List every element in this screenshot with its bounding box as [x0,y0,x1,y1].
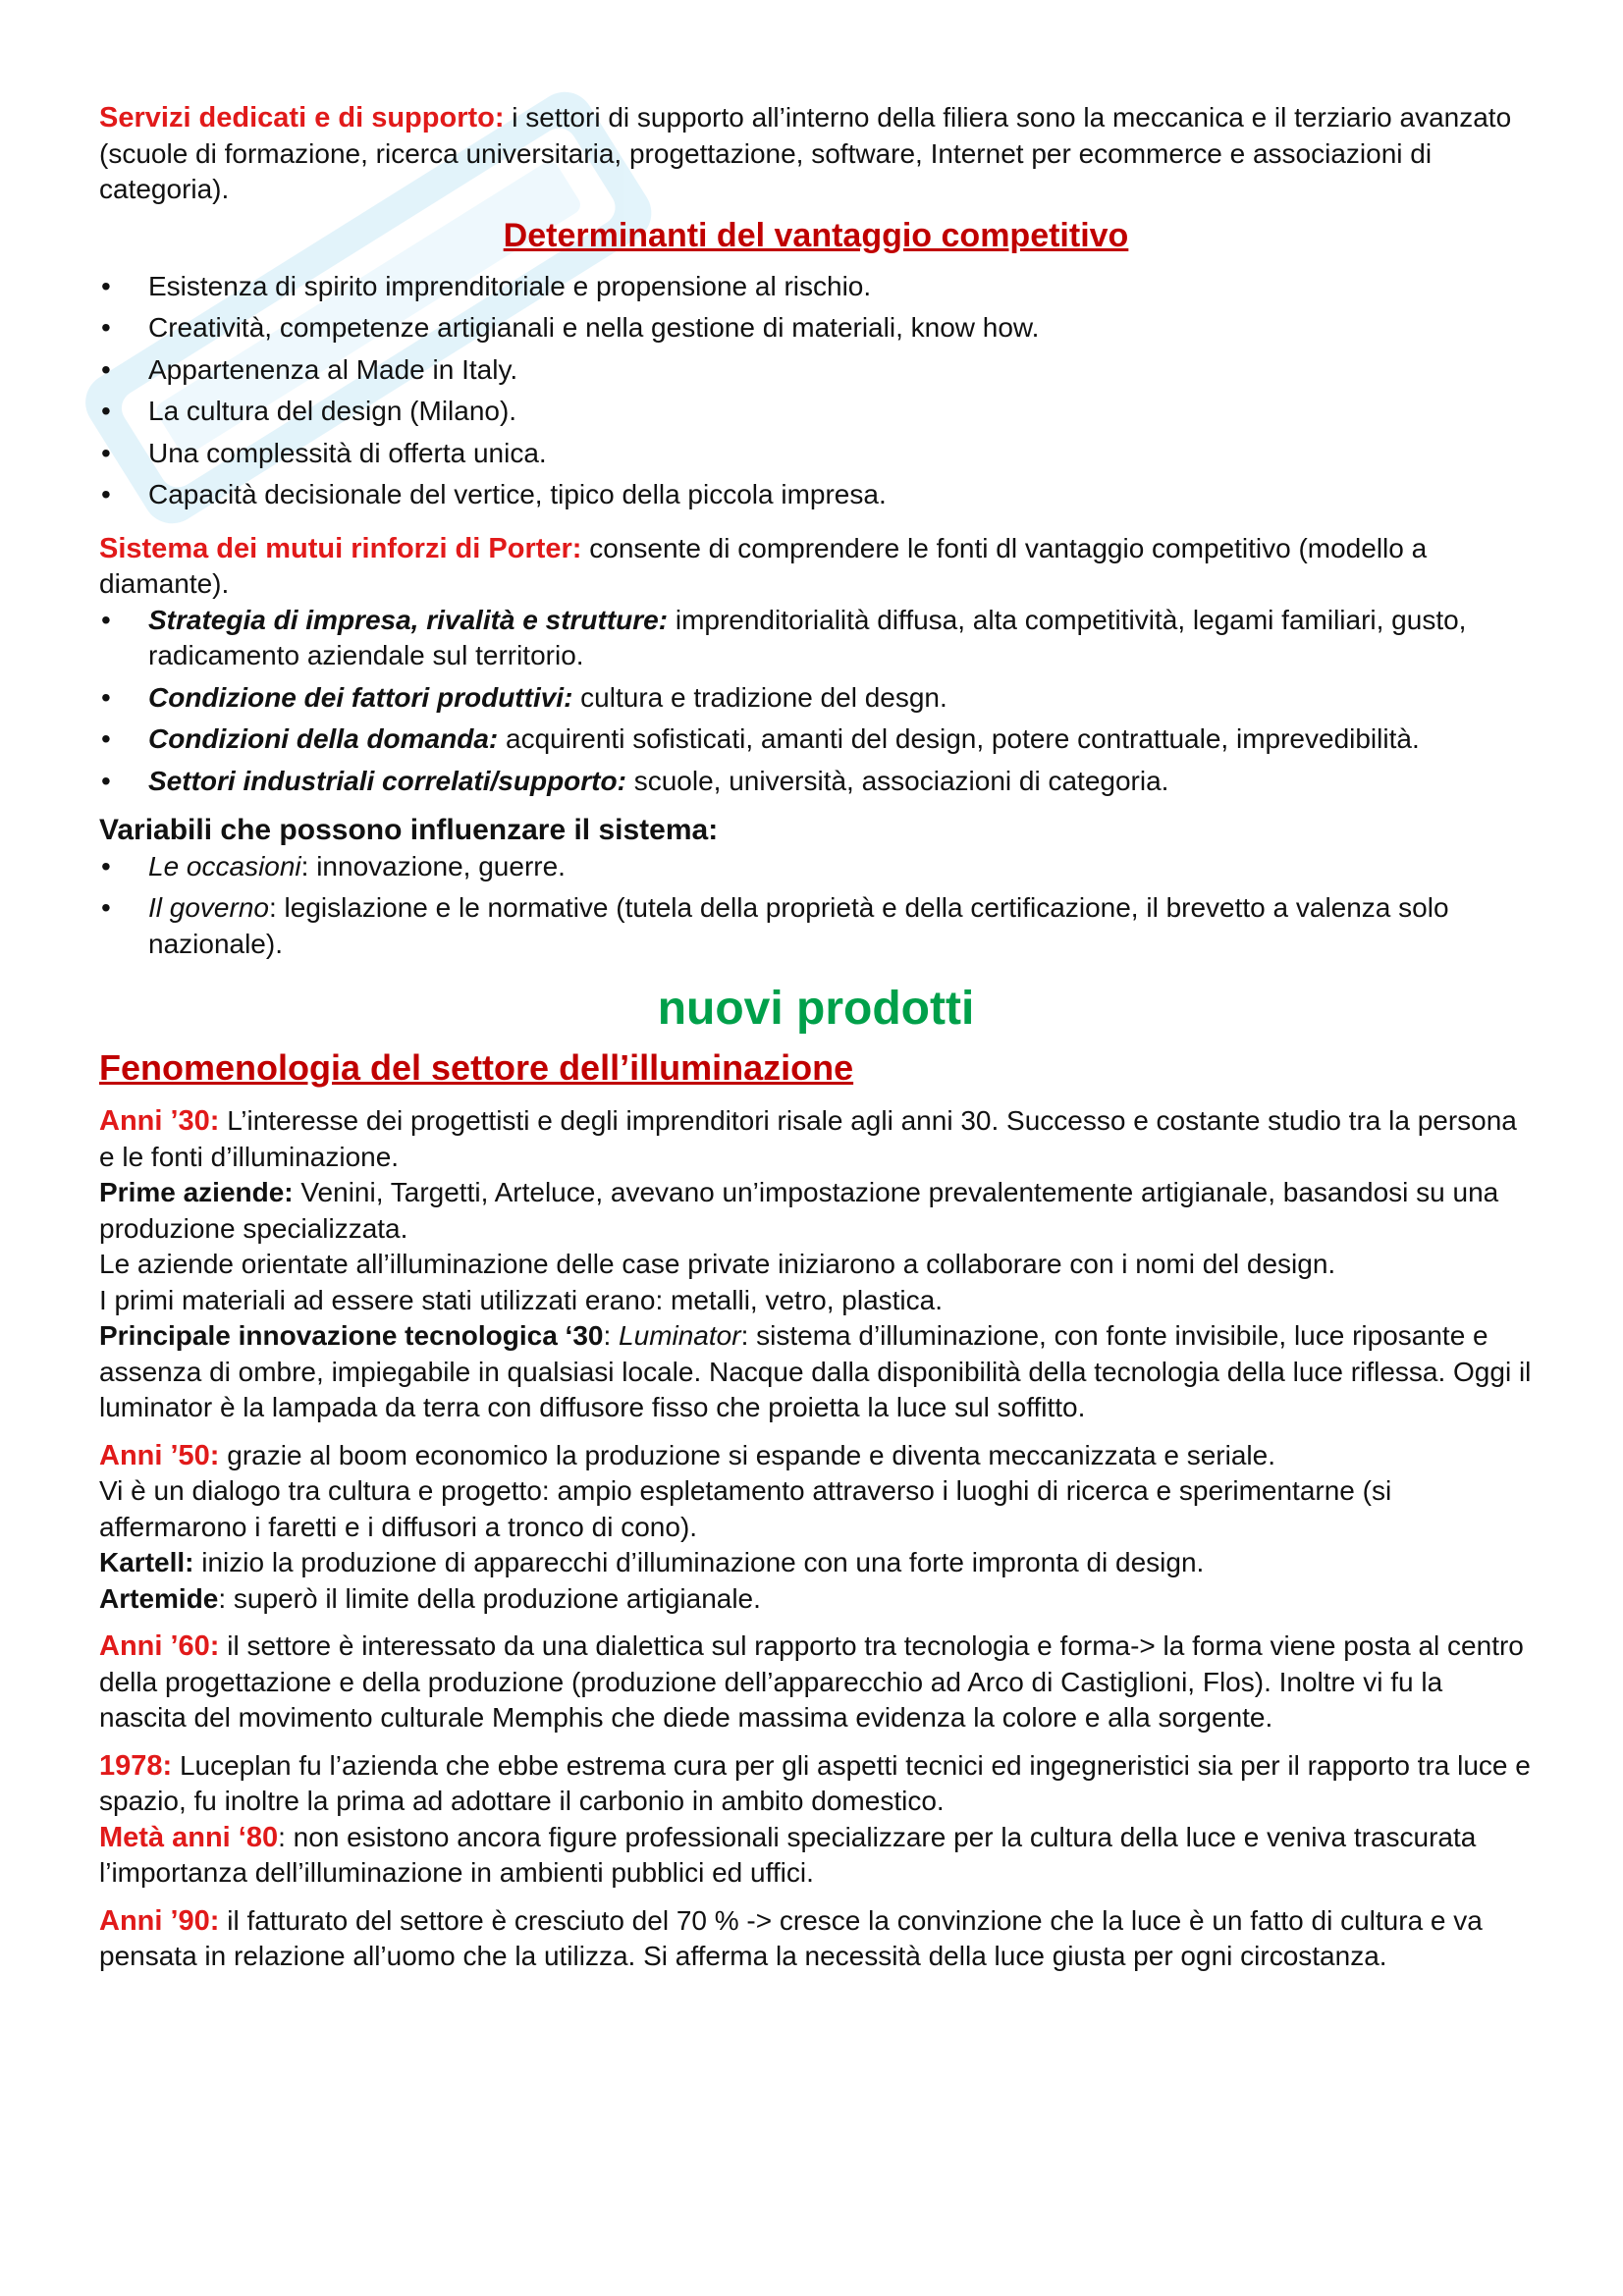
list-item [99,849,1533,885]
list-item-text: La cultura del design (Milano). [148,396,517,426]
list-item [99,603,1533,674]
bullet-icon: • [101,437,111,468]
meta80-text: : non esistono ancora figure professionali specializzare per la cultura della luce e veniva trascurata l’importanza dell’illuminazione in ambienti pubblici ed uffici. [99,1821,1477,1888]
anni50-line2: Vi è un dialogo tra cultura e progetto: ampio espletamento attraverso i luoghi di ricerca e sperimentarne (si affermarono i faretti e i diffusori a tronco di cono). [99,1475,1392,1542]
bullet-icon: • [101,353,111,385]
list-item-text: Appartenenza al Made in Italy. [148,353,518,385]
anni60-label: Anni ’60: [99,1630,220,1662]
innovazione-paragraph [99,1318,1533,1426]
bullet-icon: • [101,765,111,796]
luminator-term: Luminator [619,1320,741,1351]
list-item-text: : innovazione, guerre. [300,850,566,881]
list-item-text: cultura e tradizione del desgn. [572,681,947,713]
list-item-text: acquirenti sofisticati, amanti del design, potere contrattuale, imprevedibilità. [498,723,1420,754]
prime-aziende-paragraph [99,1175,1533,1247]
list-item-text: imprenditorialità diffusa, alta competitività, legami familiari, gusto, radicamento aziendale sul territorio. [148,604,1467,670]
anni50-paragraph [99,1438,1533,1474]
list-item-text: Capacità decisionale del vertice, tipico della piccola impresa. [148,479,887,509]
vantaggio-list [99,269,1533,513]
list-item [99,890,1533,962]
artemide-label: Artemide [99,1582,219,1614]
bullet-icon: • [101,312,111,343]
document-content [99,100,1533,1975]
list-item-term: Il governo [148,892,269,923]
list-item [99,269,1533,305]
bullet-icon: • [101,723,111,754]
bullet-icon: • [101,604,111,635]
bullet-icon: • [101,850,111,881]
kartell-text: inizio la produzione di apparecchi d’illuminazione con una forte impronta di design. [193,1547,1205,1577]
meta80-paragraph [99,1820,1533,1892]
intro-label: Servizi dedicati e di supporto: [99,102,505,133]
artemide-paragraph [99,1581,1533,1618]
list-item [99,352,1533,389]
list-item-text: Una complessità di offerta unica. [148,437,547,468]
anni60-paragraph [99,1629,1533,1736]
innovazione-text: : sistema d’illuminazione, con fonte invisibile, luce riposante e assenza di ombre, impiegabile in qualsiasi locale. Nacque dalla disponibilità della tecnologia della luce riflessa. Oggi il luminator è la lampada da terra con diffusore fisso che proietta la luce sul soffitto. [99,1320,1532,1422]
anni30-line4: I primi materiali ad essere stati utilizzati erano: metalli, vetro, plastica. [99,1284,943,1315]
list-item-text: Esistenza di spirito imprenditoriale e propensione al rischio. [148,270,872,301]
list-item [99,477,1533,513]
innovazione-label: Principale innovazione tecnologica ‘30 [99,1320,604,1351]
big-title-nuovi-prodotti: nuovi prodotti [657,983,975,1035]
y1978-paragraph [99,1748,1533,1820]
anni30-text: L’interesse dei progettisti e degli imprenditori risale agli anni 30. Successo e costante studio tra la persona e le fonti d’illuminazione. [99,1105,1517,1172]
list-item-text: Creatività, competenze artigianali e nella gestione di materiali, know how. [148,312,1040,343]
y1978-label: 1978: [99,1749,173,1782]
list-item-term: Settori industriali correlati/supporto: [148,765,626,796]
list-item [99,436,1533,472]
list-item-term: Condizione dei fattori produttivi: [148,681,573,713]
kartell-label: Kartell: [99,1547,194,1577]
bullet-icon: • [101,892,111,923]
variabili-title: Variabili che possono influenzare il sistema: [99,814,719,846]
intro-paragraph [99,100,1533,208]
anni30-line3: Le aziende orientate all’illuminazione delle case private iniziarono a collaborare con i nomi del design. [99,1249,1336,1279]
list-item [99,721,1533,758]
porter-paragraph [99,531,1533,603]
section-title-vantaggio: Determinanti del vantaggio competitivo [503,216,1129,254]
artemide-text: : superò il limite della produzione artigianale. [218,1582,761,1614]
anni90-paragraph [99,1903,1533,1975]
bullet-icon: • [101,270,111,301]
innovazione-sep: : [603,1320,620,1351]
anni50-text: grazie al boom economico la produzione si espande e diventa meccanizzata e seriale. [219,1439,1275,1470]
porter-text: consente di comprendere le fonti dl vantaggio competitivo (modello a diamante). [99,532,1428,599]
anni60-text: il settore è interessato da una dialettica sul rapporto tra tecnologia e forma-> la forma viene posta al centro della progettazione e della produzione (produzione dell’apparecchio ad Arco di Castiglioni, Flos). Inoltre vi fu la nascita del movimento culturale Memphis che diede massima evidenza la colore e alla sorgente. [99,1630,1524,1733]
porter-label: Sistema dei mutui rinforzi di Porter: [99,532,582,564]
bullet-icon: • [101,479,111,509]
meta80-label: Metà anni ‘80 [99,1821,279,1853]
list-item [99,764,1533,800]
prime-aziende-text: Venini, Targetti, Arteluce, avevano un’impostazione prevalentemente artigianale, basandosi su una produzione specializzata. [99,1177,1499,1244]
anni30-paragraph [99,1103,1533,1175]
list-item-term: Le occasioni [148,850,301,881]
intro-text: i settori di supporto all’interno della filiera sono la meccanica e il terziario avanzato (scuole di formazione, ricerca universitaria, progettazione, software, Internet per ecommerce e associazioni di categoria). [99,102,1512,204]
bullet-icon: • [101,681,111,713]
list-item-term: Strategia di impresa, rivalità e strutture: [148,604,669,635]
y1978-text: Luceplan fu l’azienda che ebbe estrema cura per gli aspetti tecnici ed ingegneristici sia per il rapporto tra luce e spazio, fu inoltre la prima ad adottare il carbonio in ambito domestico. [99,1749,1531,1816]
variabili-list [99,849,1533,963]
anni90-label: Anni ’90: [99,1904,220,1937]
anni50-label: Anni ’50: [99,1439,220,1471]
list-item [99,680,1533,717]
bullet-icon: • [101,396,111,426]
kartell-paragraph [99,1545,1533,1581]
list-item [99,394,1533,430]
list-item-term: Condizioni della domanda: [148,723,499,754]
list-item [99,310,1533,347]
anni90-text: il fatturato del settore è cresciuto del 70 % -> cresce la convinzione che la luce è un fatto di cultura e va pensata in relazione all’uomo che la utilizza. Si afferma la necessità della luce giusta per ogni circostanza. [99,1904,1483,1971]
list-item-text: : legislazione e le normative (tutela della proprietà e della certificazione, il brevetto a valenza solo nazionale). [148,892,1449,959]
prime-aziende-label: Prime aziende: [99,1177,294,1207]
porter-list [99,603,1533,800]
anni30-label: Anni ’30: [99,1105,220,1137]
section-title-illuminazione: Fenomenologia del settore dell’illuminazione [99,1047,854,1088]
list-item-text: scuole, università, associazioni di categoria. [625,765,1169,796]
